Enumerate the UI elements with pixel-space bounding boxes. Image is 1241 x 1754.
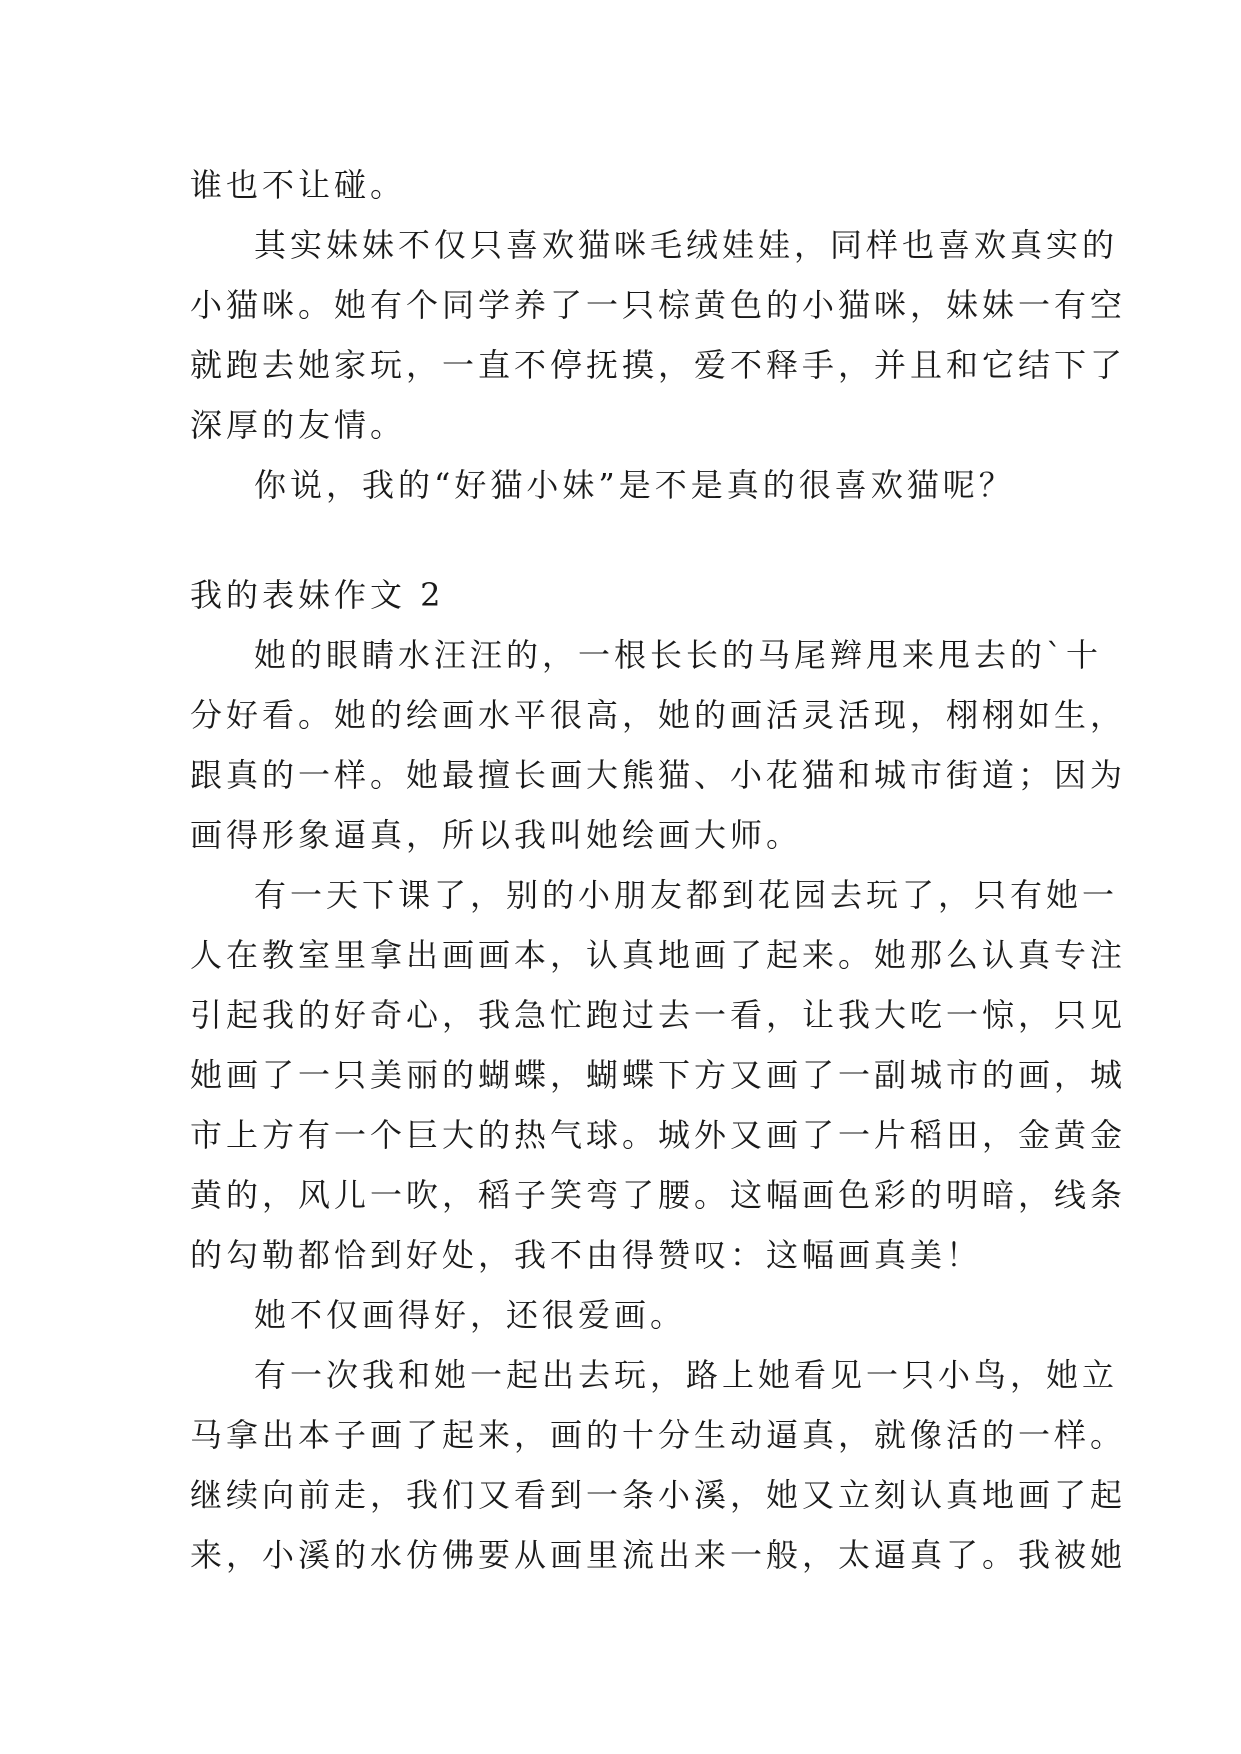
text-line: 继续向前走，我们又看到一条小溪，她又立刻认真地画了起 bbox=[190, 1476, 1127, 1514]
text-line: 你说，我的“好猫小妹”是不是真的很喜欢猫呢？ bbox=[254, 466, 1015, 504]
text-line: 马拿出本子画了起来，画的十分生动逼真，就像活的一样。 bbox=[190, 1416, 1127, 1454]
text-line: 有一天下课了，别的小朋友都到花园去玩了，只有她一 bbox=[254, 876, 1119, 914]
text-line: 她画了一只美丽的蝴蝶，蝴蝶下方又画了一副城市的画，城 bbox=[190, 1056, 1127, 1094]
text-line: 就跑去她家玩，一直不停抚摸，爱不释手，并且和它结下了 bbox=[190, 346, 1127, 384]
text-line: 她不仅画得好，还很爱画。 bbox=[254, 1296, 687, 1334]
text-line: 的勾勒都恰到好处，我不由得赞叹：这幅画真美！ bbox=[190, 1236, 983, 1274]
text-line: 引起我的好奇心，我急忙跑过去一看，让我大吃一惊，只见 bbox=[190, 996, 1127, 1034]
section-title: 我的表妹作文 2 bbox=[190, 576, 445, 614]
text-line: 跟真的一样。她最擅长画大熊猫、小花猫和城市街道；因为 bbox=[190, 756, 1127, 794]
text-line: 谁也不让碰。 bbox=[190, 166, 407, 204]
text-line: 来，小溪的水仿佛要从画里流出来一般，太逼真了。我被她 bbox=[190, 1536, 1127, 1574]
text-line: 有一次我和她一起出去玩，路上她看见一只小鸟，她立 bbox=[254, 1356, 1119, 1394]
text-line: 黄的，风儿一吹，稻子笑弯了腰。这幅画色彩的明暗，线条 bbox=[190, 1176, 1127, 1214]
text-line: 画得形象逼真，所以我叫她绘画大师。 bbox=[190, 816, 803, 854]
text-line: 小猫咪。她有个同学养了一只棕黄色的小猫咪，妹妹一有空 bbox=[190, 286, 1127, 324]
text-line: 人在教室里拿出画画本，认真地画了起来。她那么认真专注 bbox=[190, 936, 1127, 974]
text-line: 市上方有一个巨大的热气球。城外又画了一片稻田，金黄金 bbox=[190, 1116, 1127, 1154]
text-line: 其实妹妹不仅只喜欢猫咪毛绒娃娃，同样也喜欢真实的 bbox=[254, 226, 1119, 264]
text-line: 她的眼睛水汪汪的，一根长长的马尾辫甩来甩去的`十 bbox=[254, 636, 1103, 674]
text-line: 分好看。她的绘画水平很高，她的画活灵活现，栩栩如生， bbox=[190, 696, 1127, 734]
text-line: 深厚的友情。 bbox=[190, 406, 407, 444]
